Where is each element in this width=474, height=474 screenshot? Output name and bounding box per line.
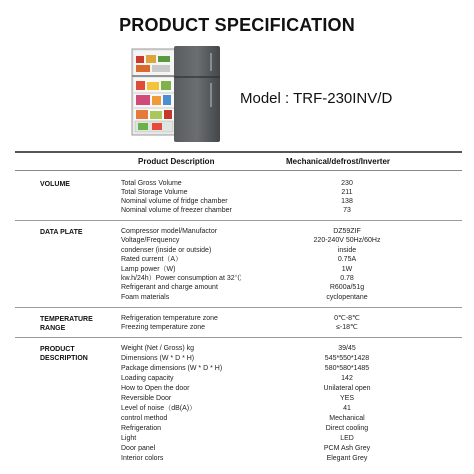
section-divider	[15, 220, 462, 221]
spec-value: ≤-18℃	[336, 324, 358, 331]
spec-value: PCM Ash Grey	[323, 445, 371, 452]
table-top-border	[15, 151, 462, 153]
spec-name: Lamp power（W)	[121, 266, 176, 273]
spec-row	[121, 415, 461, 423]
header-product-description: Product Description	[138, 157, 215, 166]
spec-name: Foam materials	[121, 294, 170, 301]
spec-row	[121, 425, 461, 433]
spec-value: 39/45	[338, 345, 356, 352]
spec-name: Refrigeration temperature zone	[121, 315, 218, 322]
spec-row	[121, 180, 461, 188]
spec-row	[121, 284, 461, 292]
spec-name: condenser (inside or outside)	[121, 247, 212, 254]
spec-name: Door panel	[121, 445, 156, 452]
spec-row	[121, 345, 461, 353]
spec-name: Refrigerant and charge amount	[121, 284, 218, 291]
spec-row	[121, 324, 461, 332]
closed-fridge-image	[172, 45, 222, 143]
spec-row	[121, 405, 461, 413]
spec-name: Level of noise（dB(A)）	[121, 405, 197, 412]
spec-value: 73	[343, 207, 351, 214]
spec-value: inside	[337, 247, 357, 254]
spec-row	[121, 375, 461, 383]
spec-row	[121, 275, 461, 283]
spec-value: LED	[340, 435, 354, 442]
spec-row	[121, 256, 461, 264]
spec-row	[121, 355, 461, 363]
spec-row	[121, 198, 461, 206]
header-spec-value: Mechanical/defrost/Inverter	[286, 157, 391, 166]
header-divider	[15, 170, 462, 171]
spec-row	[121, 445, 461, 453]
spec-name: Rated current（A）	[121, 256, 183, 263]
spec-name: Loading capacity	[121, 375, 174, 382]
spec-row	[121, 294, 461, 302]
spec-value: 211	[341, 189, 353, 196]
spec-name: Light	[121, 435, 137, 442]
spec-row	[121, 228, 461, 236]
spec-row	[121, 247, 461, 255]
spec-value: 580*580*1485	[324, 365, 370, 372]
spec-value: 230	[341, 180, 353, 187]
spec-name: Nominal volume of fridge chamber	[121, 198, 228, 205]
spec-value: 1W	[341, 266, 353, 273]
spec-row	[121, 237, 461, 245]
spec-value: 138	[341, 198, 353, 205]
spec-value: cyclopentane	[326, 294, 368, 301]
section-label-temperature-range: TEMPERATURE RANGE	[40, 316, 93, 332]
spec-name: control method	[121, 415, 168, 422]
spec-row	[121, 395, 461, 403]
section-label-product-description: PRODUCT DESCRIPTION	[40, 346, 88, 362]
spec-value: 545*550*1428	[324, 355, 370, 362]
spec-value: 41	[343, 405, 351, 412]
spec-value: YES	[339, 395, 354, 402]
section-divider	[15, 337, 462, 338]
spec-name: Weight (Net / Gross) kg	[121, 345, 195, 352]
spec-value: 220-240V 50Hz/60Hz	[313, 237, 381, 244]
spec-row	[121, 315, 461, 323]
section-label-data-plate: DATA PLATE	[40, 229, 83, 236]
spec-value: Elegant Grey	[326, 455, 368, 462]
spec-name: Dimensions (W * D * H)	[121, 355, 195, 362]
spec-row	[121, 385, 461, 393]
spec-row	[121, 365, 461, 373]
spec-value: Unilateral open	[323, 385, 371, 392]
spec-value: 0℃-8℃	[334, 315, 360, 322]
spec-name: How to Open the door	[121, 385, 190, 392]
spec-value: Direct cooling	[325, 425, 369, 432]
spec-name: Reversible Door	[121, 395, 172, 402]
spec-row	[121, 435, 461, 443]
spec-value: 142	[341, 375, 353, 382]
spec-name: Nominal volume of freezer chamber	[121, 207, 232, 214]
spec-row	[121, 189, 461, 197]
section-divider	[15, 307, 462, 308]
spec-name: Compressor model/Manufactor	[121, 228, 218, 235]
spec-name: Package dimensions (W * D * H)	[121, 365, 223, 372]
spec-row	[121, 266, 461, 274]
spec-name: kw.h/24h）Power consumption at 32℃	[121, 275, 242, 282]
spec-name: Total Storage Volume	[121, 189, 188, 196]
spec-value: 0.78	[340, 275, 354, 282]
spec-value: Mechanical	[329, 415, 365, 422]
spec-value: 0.75A	[337, 256, 357, 263]
spec-name: Voltage/Frequency	[121, 237, 180, 244]
spec-name: Interior colors	[121, 455, 164, 462]
spec-row	[121, 455, 461, 463]
spec-name: Refrigeration	[121, 425, 162, 432]
spec-value: R600a/51g	[329, 284, 365, 291]
spec-row	[121, 207, 461, 215]
spec-name: Total Gross Volume	[121, 180, 182, 187]
page-title: PRODUCT SPECIFICATION	[119, 15, 355, 35]
model-label: Model : TRF-230INV/D	[240, 90, 393, 107]
section-label-volume: VOLUME	[40, 181, 70, 188]
spec-name: Freezing temperature zone	[121, 324, 206, 331]
spec-value: DZ59ZIF	[333, 228, 361, 235]
